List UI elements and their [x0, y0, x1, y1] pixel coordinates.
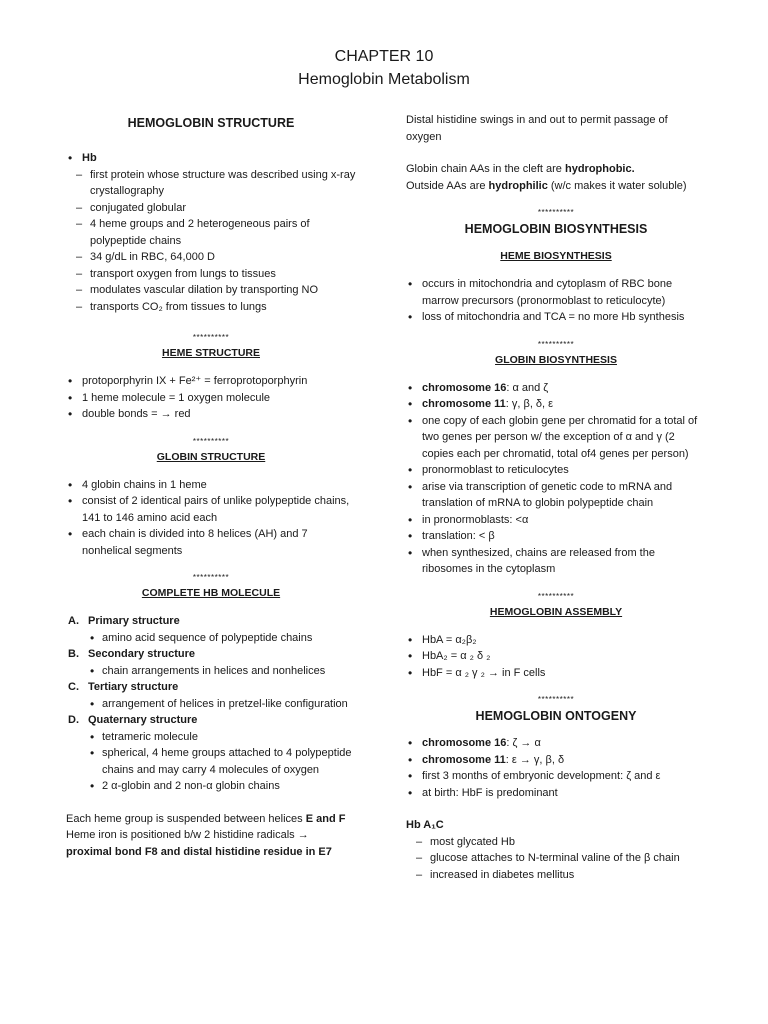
heme-iron-paragraph: Heme iron is positioned b/w 2 histidine radicals → proximal bond F8 and distal histidine residue in E7: [66, 829, 332, 858]
section-divider: **********: [192, 573, 230, 582]
hb-label: • Hb: [66, 150, 356, 167]
section-divider: **********: [537, 591, 575, 601]
list-item: • occurs in mitochondria and cytoplasm of RBC bone marrow precursors (pronormoblast to reticulocyte): [406, 276, 706, 309]
list-item: • each chain is divided into 8 helices (AH) and 7 nonhelical segments: [66, 526, 356, 559]
list-item: – modulates vascular dilation by transporting NO: [66, 282, 356, 299]
structure-levels-list: [66, 613, 356, 795]
list-item: • tetrameric molecule: [88, 729, 356, 746]
globin-biosynthesis-list: [406, 380, 706, 578]
chromosome-11-item: • chromosome 11: ε → γ, β, δ: [406, 752, 706, 769]
heme-structure-heading: HEME STRUCTURE: [161, 347, 260, 359]
hb-properties-list: [66, 167, 356, 316]
hba1c-label: Hb A₁C: [406, 819, 444, 831]
chromosome-16-item: • chromosome 16: α and ζ: [406, 380, 706, 397]
outside-paragraph: Outside AAs are hydrophilic (w/c makes it water soluble): [406, 179, 687, 192]
globin-structure-heading: GLOBIN STRUCTURE: [156, 450, 266, 463]
list-item: • one copy of each globin gene per chromatid for a total of two genes per person w/ the exception of α and γ (2 copies each per chromatid, total of4 genes per person): [406, 413, 706, 463]
list-item: • arrangement of helices in pretzel-like configuration: [88, 696, 356, 713]
list-item: • double bonds = → red: [66, 406, 356, 423]
list-item: – increased in diabetes mellitus: [406, 867, 706, 884]
left-column: [66, 112, 356, 860]
list-item: • at birth: HbF is predominant: [406, 785, 706, 802]
list-item: • translation: < β: [406, 528, 706, 545]
hba1c-list: [406, 834, 706, 884]
right-column: [406, 112, 706, 883]
hemoglobin-assembly-heading: HEMOGLOBIN ASSEMBLY: [489, 605, 623, 618]
list-item: • loss of mitochondria and TCA = no more Hb synthesis: [406, 309, 706, 326]
list-item: • HbA = α₂β₂: [406, 632, 706, 649]
hb-list: [66, 150, 356, 167]
hemoglobin-assembly-list: [406, 632, 706, 682]
list-item: • spherical, 4 heme groups attached to 4 polypeptide chains and may carry 4 molecules of oxygen: [88, 745, 356, 778]
list-item: – first protein whose structure was described using x-ray crystallography: [66, 167, 356, 200]
list-item: • 2 α-globin and 2 non-α globin chains: [88, 778, 356, 795]
complete-hb-molecule-heading: COMPLETE HB MOLECULE: [141, 587, 281, 599]
distal-histidine-paragraph: Distal histidine swings in and out to permit passage of oxygen: [406, 114, 668, 143]
section-divider: **********: [192, 333, 230, 342]
heme-group-paragraph: Each heme group is suspended between helices E and F: [66, 812, 346, 825]
section-divider: **********: [537, 339, 575, 349]
primary-structure: A. Primary structure • amino acid sequence of polypeptide chains: [66, 613, 356, 646]
list-item: • amino acid sequence of polypeptide chains: [88, 630, 356, 647]
list-item: • 1 heme molecule = 1 oxygen molecule: [66, 390, 356, 407]
list-item: • arise via transcription of genetic code to mRNA and translation of mRNA to globin polypeptide chain: [406, 479, 706, 512]
list-item: • in pronormoblasts: <α: [406, 512, 706, 529]
chromosome-11-item: • chromosome 11: γ, β, δ, ε: [406, 396, 706, 413]
list-item: – 4 heme groups and 2 heterogeneous pairs of polypeptide chains: [66, 216, 356, 249]
list-item: – transports CO₂ from tissues to lungs: [66, 299, 356, 316]
list-item: – transport oxygen from lungs to tissues: [66, 266, 356, 283]
heme-structure-list: [66, 373, 356, 423]
globin-structure-list: [66, 477, 356, 560]
heme-biosynthesis-list: [406, 276, 706, 326]
heme-biosynthesis-heading: HEME BIOSYNTHESIS: [500, 250, 612, 262]
cleft-paragraph: Globin chain AAs in the cleft are hydrophobic.: [406, 163, 635, 175]
list-item: • when synthesized, chains are released from the ribosomes in the cytoplasm: [406, 545, 706, 578]
list-item: – 34 g/dL in RBC, 64,000 D: [66, 249, 356, 266]
list-item: • HbF = α ₂ γ ₂ → in F cells: [406, 665, 706, 682]
quaternary-structure: D. Quaternary structure • tetrameric molecule • spherical, 4 heme groups attached to 4 polypeptide chains and may carry 4 molecules of oxygen • 2 α-globin and 2 non-α globin chains: [66, 712, 356, 795]
section-divider: **********: [192, 436, 230, 446]
chapter-title: Hemoglobin Metabolism: [298, 71, 470, 88]
hemoglobin-biosynthesis-heading: HEMOGLOBIN BIOSYNTHESIS: [464, 222, 648, 236]
chapter-number: CHAPTER 10: [334, 48, 434, 65]
hemoglobin-structure-heading: HEMOGLOBIN STRUCTURE: [127, 116, 295, 130]
list-item: • chain arrangements in helices and nonhelices: [88, 663, 356, 680]
list-item: – conjugated globular: [66, 200, 356, 217]
list-item: • consist of 2 identical pairs of unlike polypeptide chains, 141 to 146 amino acid each: [66, 493, 356, 526]
section-divider: **********: [537, 695, 575, 704]
hemoglobin-ontogeny-list: [406, 735, 706, 801]
list-item: • protoporphyrin IX + Fe²⁺ = ferroprotoporphyrin: [66, 373, 356, 390]
secondary-structure: B. Secondary structure • chain arrangements in helices and nonhelices: [66, 646, 356, 679]
hemoglobin-ontogeny-heading: HEMOGLOBIN ONTOGENY: [475, 709, 637, 723]
list-item: • 4 globin chains in 1 heme: [66, 477, 356, 494]
section-divider: **********: [537, 208, 575, 217]
tertiary-structure: C. Tertiary structure • arrangement of helices in pretzel-like configuration: [66, 679, 356, 712]
list-item: • pronormoblast to reticulocytes: [406, 462, 706, 479]
list-item: – most glycated Hb: [406, 834, 706, 851]
list-item: • HbA₂ = α ₂ δ ₂: [406, 648, 706, 665]
list-item: – glucose attaches to N-terminal valine of the β chain: [406, 850, 706, 867]
chromosome-16-item: • chromosome 16: ζ → α: [406, 735, 706, 752]
list-item: • first 3 months of embryonic development: ζ and ε: [406, 768, 706, 785]
globin-biosynthesis-heading: GLOBIN BIOSYNTHESIS: [495, 353, 617, 366]
